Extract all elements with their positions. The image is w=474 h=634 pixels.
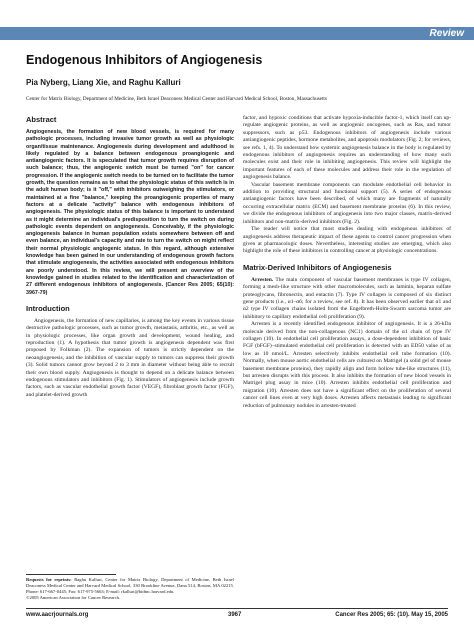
arresten-run-in-heading: Arresten. bbox=[251, 276, 274, 283]
footnote-divider bbox=[26, 574, 116, 575]
body-paragraph: Arresten is a recently identified endogenous inhibitor of angiogenesis. It is a 26-kDa molecule derived from the non-collagenous (NC1) domain of the α1 chain of type IV collagen (10). In endothelial cell proliferation assays, a dose-dependent inhibition of basic FGF (bFGF)–stimulated endothelial cell proliferation is detected with an ED50 value of as low as 10 nmol/L. Arresten selectively inhibits endothelial cell tube formation (10). Normally, when mouse aortic endothelial cells are cultured on Matrigel (a solid gel of mouse basement membrane proteins), they rapidly align and form hollow tube-like structures (11), but arresten disrupts with this process. It also inhibits the formation of new blood vessels in Matrigel plug assay in mice (10). Arresten inhibits endothelial cell proliferation and migration (10). Arresten does not have a significant effect on the proliferation of several cancer cell lines even at very high doses. Arresten affects metastasis leading to significant reduction of pulmonary nodules in arresten-treated bbox=[243, 321, 451, 409]
journal-citation: Cancer Res 2005; 65: (10). May 15, 2005 bbox=[335, 612, 448, 618]
section-banner bbox=[0, 27, 474, 40]
author-list: Pia Nyberg, Liang Xie, and Raghu Kalluri bbox=[26, 78, 181, 87]
copyright-notice: ©2005 American Association for Cancer Research. bbox=[26, 595, 121, 600]
article-title: Endogenous Inhibitors of Angiogenesis bbox=[26, 53, 263, 67]
page-number: 3967 bbox=[228, 612, 242, 618]
body-paragraph: factor, and hypoxic conditions that activate hypoxia-inducible factor-1, which itself can up-regulate angiogenic proteins, as well as angiogenic oncogenes, such as Ras, and tumor suppressors, such as p53. Endogenous inhibitors of angiogenesis include various antiangiogenic peptides, hormone metabolites, and apoptosis modulators (Fig. 2; for reviews, see refs. 1, 4). To understand how systemic angiogenesis balance in the body is regulated by endogenous inhibitors of angiogenesis requires an understanding of how many such molecules exist and their role in inhibiting angiogenesis. This review will highlight the important features of each of these molecules and address their role in the regulation of angiogenesis balance. bbox=[243, 115, 451, 181]
footnote-text: Raghu Kalluri, Center for Matrix Biology, Department of Medicine, Beth Israel Deaconess Medical Center and Harvard Medical School, 330 Brookline Avenue, Dana 514, Boston, MA 02215. Phone: 617-667-0445; Fax: 617-975-5663; E-mail: rkalluri@bidmc.harvard.edu. bbox=[26, 577, 235, 594]
arresten-paragraph bbox=[243, 277, 451, 321]
footnote bbox=[26, 577, 234, 601]
body-paragraph: Vascular basement membrane components can modulate endothelial cell behavior in addition to providing structural and functional support (5). A series of endogenous antiangiogenic factors have been described, of which many are fragments of naturally occurring extracellular matrix (ECM) and basement membrane proteins (6). In this review, we divide the endogenous inhibitors of angiogenesis into two major classes, matrix-derived inhibitors and non-matrix-derived inhibitors (Fig. 2). bbox=[243, 181, 451, 225]
introduction-heading: Introduction bbox=[26, 303, 70, 313]
introduction-paragraph: Angiogenesis, the formation of new capillaries, is among the key events in various tissue destructive pathologic processes, such as tumor growth, metastasis, arthritis, etc., as well as in physiologic processes, like organ growth and development, wound healing, and reproduction (1). A hypothesis that tumor growth is angiogenesis dependent was first proposed by Folkman (2). The expansion of tumors is strictly dependent on the neoangiogenesis, and the inhibition of vascular supply to tumors can suppress their growth (3). Solid tumors cannot grow beyond 2 to 3 mm in diameter without being able to recruit their own blood supply. Angiogenesis is thought to depend on a delicate balance between endogenous stimulators and inhibitors (Fig. 1). Stimulators of angiogenesis include growth factors, such as vascular endothelial growth factor (VEGF), fibroblast growth factor (FGF), and platelet-derived growth bbox=[26, 317, 234, 398]
matrix-derived-heading: Matrix-Derived Inhibitors of Angiogenesis bbox=[243, 262, 392, 272]
abstract-heading: Abstract bbox=[26, 115, 57, 124]
journal-website: www.aacrjournals.org bbox=[26, 612, 89, 618]
left-column bbox=[26, 115, 234, 399]
arresten-text: The main component of vascular basement membranes is type IV collagen, forming a mesh-like structure with other macromolecules, such as laminin, heparan sulfate proteoglycans, fibronectin, and entactin (7). Type IV collagen is composed of six distinct gene products (i.e., α1–α6; for a review, see ref. 8). It has been observed earlier that α1 and α2 type IV collagen chains isolated from the Engelbreth-Holm-Swarm sarcoma tumor are inhibitory to capillary endothelial cell proliferation (9). bbox=[243, 276, 451, 320]
right-column bbox=[243, 115, 451, 410]
author-affiliation: Center for Matrix Biology, Department of Medicine, Beth Israel Deaconess Medical Center and Harvard Medical School, Boston, Massachusetts bbox=[26, 96, 327, 102]
body-paragraph: The reader will notice that most studies dealing with endogenous inhibitors of angiogenesis address therapeutic impact of these agents to control cancer progression when given at pharmacologic doses. Nevertheless, interesting studies are emerging, which also highlight the role of these inhibitors in controlling cancer at physiologic concentrations. bbox=[243, 226, 451, 255]
footnote-heading: Requests for reprints: bbox=[26, 577, 72, 582]
section-label: Review bbox=[429, 28, 464, 39]
footer-divider bbox=[26, 608, 448, 609]
abstract-text: Angiogenesis, the formation of new blood vessels, is required for many pathologic processes, including invasive tumor growth as well as physiologic organ/tissue maintenance. Angiogenesis during development and adulthood is likely regulated by a balance between endogenous proangiogenic and antiangiogenic factors. It is speculated that tumor growth requires disruption of such balance; thus, the angiogenic switch must be turned "on" for cancer progression. If the angiogenic switch needs to be turned on to facilitate the tumor growth, the question remains as to what the physiologic status of this switch is in the adult human body; is it "off," with inhibitors outweighing the stimulators, or maintained at a fine "balance," keeping the proangiogenic properties of many factors at a delicate "activity" balance with endogenous inhibitors of angiogenesis. The physiologic status of this balance is important to understand as it might determine an individual's predisposition to turn the switch on during pathologic events dependent on angiogenesis. Conceivably, if the physiologic angiogenesis balance in human population exists somewhere between off and even balance, an individual's capacity and rate to turn the switch on might reflect their normal physiologic angiogenic status. In this regard, although extensive knowledge has been gained in our understanding of endogenous growth factors that stimulate angiogenesis, the activities associated with endogenous inhibitors are poorly understood. In this review, we will present an overview of the knowledge gained in studies related to the identification and characterization of 27 different endogenous inhibitors of angiogenesis. (Cancer Res 2005; 65(10): 3967-79) bbox=[26, 129, 234, 296]
